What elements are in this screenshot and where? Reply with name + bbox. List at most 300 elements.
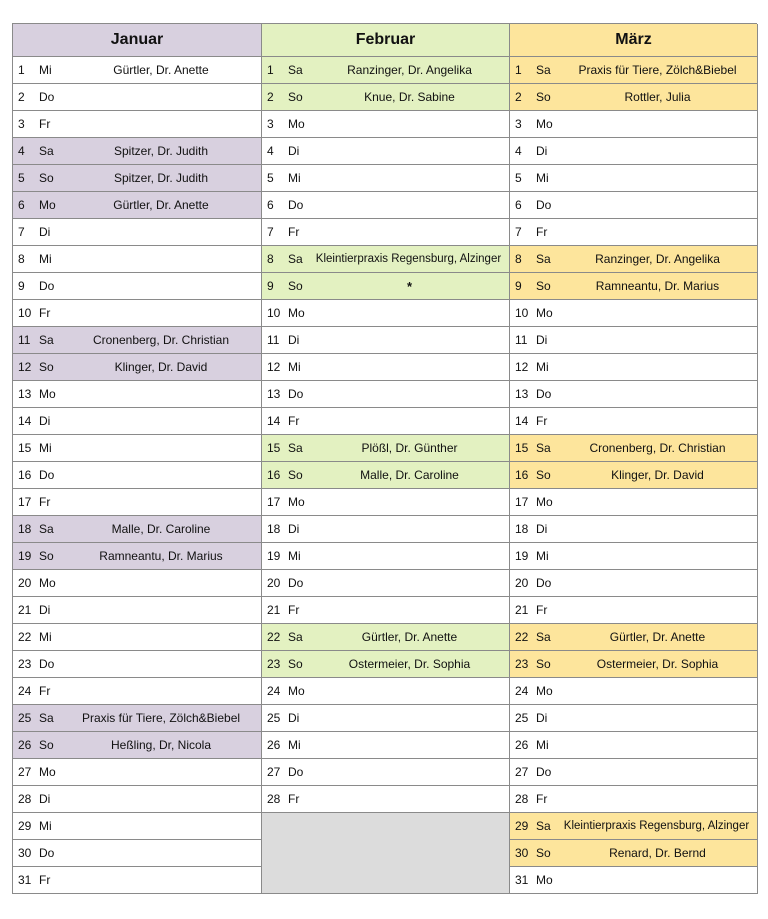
weekday: Mo (288, 117, 305, 131)
weekday: So (39, 171, 54, 185)
on-duty-name: Gürtler, Dr. Anette (609, 630, 706, 644)
weekday: Mi (39, 819, 52, 833)
day-number: 30 (515, 846, 529, 860)
day-row-maerz-11 (510, 327, 758, 354)
day-row-maerz-15 (510, 435, 758, 462)
day-number: 7 (515, 225, 522, 239)
day-number: 22 (18, 630, 32, 644)
day-number: 28 (18, 792, 32, 806)
on-duty-name: Knue, Dr. Sabine (364, 90, 455, 104)
day-row-januar-16 (13, 462, 262, 489)
day-number: 3 (515, 117, 522, 131)
on-duty-name: Ostermeier, Dr. Sophia (348, 657, 471, 671)
weekday: Mo (288, 306, 305, 320)
day-number: 26 (18, 738, 32, 752)
day-number: 12 (515, 360, 529, 374)
day-number: 9 (515, 279, 522, 293)
weekday: Fr (39, 684, 51, 698)
day-number: 3 (267, 117, 274, 131)
day-number: 13 (515, 387, 529, 401)
day-row-januar-27 (13, 759, 262, 786)
weekday: So (536, 846, 551, 860)
weekday: So (288, 657, 303, 671)
day-number: 31 (18, 873, 32, 887)
day-row-maerz-22 (510, 624, 758, 651)
on-duty-name: Heßling, Dr, Nicola (110, 738, 212, 752)
weekday: Fr (536, 414, 548, 428)
weekday: Sa (39, 144, 54, 158)
day-row-maerz-14 (510, 408, 758, 435)
day-number: 1 (515, 63, 522, 77)
weekday: Sa (536, 630, 551, 644)
on-duty-name: Spitzer, Dr. Judith (113, 171, 209, 185)
day-row-maerz-25 (510, 705, 758, 732)
weekday: Mi (288, 738, 301, 752)
day-number: 4 (515, 144, 522, 158)
day-row-februar-6 (262, 192, 510, 219)
day-number: 10 (18, 306, 32, 320)
weekday: Sa (288, 252, 303, 266)
day-row-maerz-7 (510, 219, 758, 246)
day-number: 29 (515, 819, 529, 833)
weekday: Mo (536, 873, 553, 887)
weekday: Sa (39, 333, 54, 347)
day-row-februar-17 (262, 489, 510, 516)
on-duty-name: Gürtler, Dr. Anette (361, 630, 458, 644)
on-duty-name: Gürtler, Dr. Anette (113, 198, 209, 212)
weekday: Sa (536, 252, 551, 266)
on-duty-name: Praxis für Tiere, Zölch&Biebel (578, 63, 737, 77)
day-row-maerz-24 (510, 678, 758, 705)
day-row-januar-31 (13, 867, 262, 894)
day-number: 21 (515, 603, 529, 617)
day-number: 25 (18, 711, 32, 725)
day-number: 11 (267, 333, 280, 347)
weekday: Sa (288, 63, 303, 77)
day-number: 24 (18, 684, 32, 698)
weekday: Do (39, 468, 55, 482)
month-header-februar: Februar (262, 24, 510, 57)
day-row-januar-3 (13, 111, 262, 138)
weekday: Do (288, 387, 304, 401)
weekday: So (536, 90, 551, 104)
on-duty-name: Ramneantu, Dr. Marius (595, 279, 720, 293)
day-row-februar-27 (262, 759, 510, 786)
day-number: 6 (18, 198, 25, 212)
weekday: Do (536, 387, 552, 401)
weekday: Di (288, 144, 300, 158)
day-number: 16 (18, 468, 32, 482)
day-row-februar-23 (262, 651, 510, 678)
day-row-januar-5 (13, 165, 262, 192)
weekday: Di (288, 333, 300, 347)
day-number: 6 (515, 198, 522, 212)
on-duty-name: Klinger, Dr. David (114, 360, 208, 374)
day-row-januar-18 (13, 516, 262, 543)
day-row-februar-12 (262, 354, 510, 381)
day-row-januar-12 (13, 354, 262, 381)
day-row-januar-21 (13, 597, 262, 624)
day-number: 2 (18, 90, 25, 104)
day-row-maerz-3 (510, 111, 758, 138)
day-number: 5 (515, 171, 522, 185)
day-row-januar-29 (13, 813, 262, 840)
weekday: Di (39, 225, 51, 239)
weekday: Do (536, 765, 552, 779)
weekday: So (39, 738, 54, 752)
weekday: Do (288, 576, 304, 590)
day-row-maerz-16 (510, 462, 758, 489)
day-number: 18 (515, 522, 529, 536)
day-row-maerz-21 (510, 597, 758, 624)
weekday: Mi (536, 171, 549, 185)
day-row-januar-8 (13, 246, 262, 273)
day-number: 27 (267, 765, 281, 779)
day-number: 19 (515, 549, 529, 563)
day-row-maerz-27 (510, 759, 758, 786)
weekday: Mo (536, 684, 553, 698)
day-number: 13 (18, 387, 32, 401)
duty-calendar-grid (12, 23, 757, 894)
day-row-februar-9 (262, 273, 510, 300)
day-number: 19 (18, 549, 32, 563)
day-row-maerz-4 (510, 138, 758, 165)
day-number: 9 (18, 279, 25, 293)
day-number: 17 (515, 495, 529, 509)
day-number: 15 (515, 441, 529, 455)
day-row-januar-28 (13, 786, 262, 813)
day-row-maerz-23 (510, 651, 758, 678)
day-row-maerz-13 (510, 381, 758, 408)
weekday: Mi (39, 63, 52, 77)
on-duty-name: Ranzinger, Dr. Angelika (347, 63, 472, 77)
weekday: Fr (536, 603, 548, 617)
weekday: Sa (536, 63, 551, 77)
weekday: Fr (288, 225, 300, 239)
weekday: Sa (536, 441, 551, 455)
weekday: Mi (39, 252, 52, 266)
day-row-maerz-30 (510, 840, 758, 867)
day-row-januar-1 (13, 57, 262, 84)
weekday: So (39, 549, 54, 563)
on-duty-name: Praxis für Tiere, Zölch&Biebel (81, 711, 241, 725)
day-row-maerz-29 (510, 813, 758, 840)
day-number: 23 (515, 657, 529, 671)
weekday: Fr (288, 603, 300, 617)
day-row-januar-26 (13, 732, 262, 759)
day-number: 27 (515, 765, 529, 779)
day-number: 1 (267, 63, 274, 77)
day-row-maerz-1 (510, 57, 758, 84)
weekday: Sa (536, 819, 551, 833)
day-row-januar-13 (13, 381, 262, 408)
weekday: Mi (39, 630, 52, 644)
day-row-februar-20 (262, 570, 510, 597)
day-number: 22 (267, 630, 281, 644)
day-row-januar-25 (13, 705, 262, 732)
day-number: 28 (515, 792, 529, 806)
weekday: Do (39, 279, 55, 293)
day-number: 17 (267, 495, 281, 509)
day-number: 14 (267, 414, 281, 428)
day-number: 1 (18, 63, 25, 77)
on-duty-name: Rottler, Julia (624, 90, 691, 104)
weekday: Fr (39, 117, 51, 131)
day-number: 13 (267, 387, 281, 401)
day-row-januar-19 (13, 543, 262, 570)
weekday: Fr (536, 792, 548, 806)
weekday: Do (288, 765, 304, 779)
day-row-januar-17 (13, 489, 262, 516)
day-number: 20 (18, 576, 32, 590)
day-number: 16 (267, 468, 281, 482)
day-row-januar-11 (13, 327, 262, 354)
weekday: Sa (288, 630, 303, 644)
day-row-februar-15 (262, 435, 510, 462)
day-number: 11 (18, 333, 31, 347)
day-number: 14 (18, 414, 32, 428)
day-row-januar-14 (13, 408, 262, 435)
weekday: Di (288, 522, 300, 536)
weekday: Di (39, 603, 51, 617)
weekday: Do (536, 576, 552, 590)
day-row-januar-4 (13, 138, 262, 165)
weekday: Fr (288, 414, 300, 428)
weekday: Di (536, 711, 548, 725)
day-row-maerz-5 (510, 165, 758, 192)
weekday: Mi (288, 549, 301, 563)
day-row-maerz-10 (510, 300, 758, 327)
weekday: Mi (39, 441, 52, 455)
day-number: 25 (515, 711, 529, 725)
on-duty-name: * (406, 278, 413, 294)
day-row-februar-7 (262, 219, 510, 246)
weekday: Di (39, 792, 51, 806)
weekday: Fr (288, 792, 300, 806)
day-number: 8 (267, 252, 274, 266)
day-row-februar-3 (262, 111, 510, 138)
day-row-februar-28 (262, 786, 510, 813)
day-row-februar-2 (262, 84, 510, 111)
day-row-maerz-2 (510, 84, 758, 111)
weekday: Mi (536, 549, 549, 563)
day-number: 15 (18, 441, 32, 455)
day-row-maerz-19 (510, 543, 758, 570)
day-number: 18 (267, 522, 281, 536)
weekday: Di (288, 711, 300, 725)
month-header-maerz: März (510, 24, 758, 57)
day-row-maerz-8 (510, 246, 758, 273)
weekday: Do (536, 198, 552, 212)
day-number: 27 (18, 765, 32, 779)
weekday: Mo (536, 117, 553, 131)
on-duty-name: Ramneantu, Dr. Marius (99, 549, 223, 563)
weekday: Mo (39, 765, 56, 779)
on-duty-name: Malle, Dr. Caroline (111, 522, 211, 536)
day-number: 10 (515, 306, 529, 320)
on-duty-name: Klinger, Dr. David (611, 468, 704, 482)
day-row-februar-21 (262, 597, 510, 624)
weekday: Di (536, 522, 548, 536)
day-number: 2 (267, 90, 274, 104)
day-number: 7 (18, 225, 25, 239)
on-duty-name: Ostermeier, Dr. Sophia (596, 657, 719, 671)
day-row-maerz-17 (510, 489, 758, 516)
day-number: 4 (267, 144, 274, 158)
weekday: Mi (536, 360, 549, 374)
day-row-februar-22 (262, 624, 510, 651)
day-number: 24 (267, 684, 281, 698)
day-number: 31 (515, 873, 529, 887)
day-number: 28 (267, 792, 281, 806)
day-row-februar-24 (262, 678, 510, 705)
weekday: Di (536, 333, 548, 347)
day-row-januar-20 (13, 570, 262, 597)
day-number: 19 (267, 549, 281, 563)
on-duty-name: Malle, Dr. Caroline (360, 468, 459, 482)
day-row-februar-19 (262, 543, 510, 570)
day-row-februar-18 (262, 516, 510, 543)
day-number: 21 (18, 603, 32, 617)
weekday: Mi (288, 171, 301, 185)
on-duty-name: Plößl, Dr. Günther (361, 441, 458, 455)
weekday: Di (536, 144, 548, 158)
weekday: Mo (39, 387, 56, 401)
day-number: 30 (18, 846, 32, 860)
day-row-januar-10 (13, 300, 262, 327)
weekday: Fr (39, 495, 51, 509)
day-number: 21 (267, 603, 281, 617)
weekday: Mo (536, 495, 553, 509)
day-row-maerz-9 (510, 273, 758, 300)
day-row-maerz-28 (510, 786, 758, 813)
on-duty-name: Renard, Dr. Bernd (609, 846, 706, 860)
weekday: Mo (536, 306, 553, 320)
day-number: 8 (18, 252, 25, 266)
day-number: 24 (515, 684, 529, 698)
day-row-maerz-26 (510, 732, 758, 759)
empty-days-filler (262, 813, 510, 894)
day-number: 12 (267, 360, 281, 374)
day-row-maerz-12 (510, 354, 758, 381)
on-duty-name: Spitzer, Dr. Judith (113, 144, 209, 158)
day-row-januar-2 (13, 84, 262, 111)
day-number: 26 (267, 738, 281, 752)
on-duty-name: Cronenberg, Dr. Christian (92, 333, 230, 347)
day-row-januar-30 (13, 840, 262, 867)
day-row-januar-9 (13, 273, 262, 300)
weekday: So (536, 657, 551, 671)
weekday: Mo (288, 684, 305, 698)
weekday: Di (39, 414, 51, 428)
weekday: So (39, 360, 54, 374)
day-row-februar-4 (262, 138, 510, 165)
day-number: 22 (515, 630, 529, 644)
on-duty-name: Ranzinger, Dr. Angelika (595, 252, 720, 266)
day-row-februar-16 (262, 462, 510, 489)
weekday: Fr (536, 225, 548, 239)
day-number: 10 (267, 306, 281, 320)
weekday: Mo (39, 576, 56, 590)
weekday: So (288, 279, 303, 293)
day-number: 4 (18, 144, 25, 158)
day-number: 29 (18, 819, 32, 833)
day-row-februar-13 (262, 381, 510, 408)
day-row-februar-10 (262, 300, 510, 327)
day-row-februar-25 (262, 705, 510, 732)
day-number: 25 (267, 711, 281, 725)
day-row-januar-24 (13, 678, 262, 705)
day-row-januar-6 (13, 192, 262, 219)
weekday: Fr (39, 306, 51, 320)
weekday: So (288, 468, 303, 482)
weekday: Do (288, 198, 304, 212)
day-number: 17 (18, 495, 32, 509)
day-number: 18 (18, 522, 32, 536)
day-row-januar-15 (13, 435, 262, 462)
day-row-maerz-31 (510, 867, 758, 894)
day-row-januar-23 (13, 651, 262, 678)
month-header-januar: Januar (13, 24, 262, 57)
on-duty-name: Gürtler, Dr. Anette (113, 63, 209, 77)
on-duty-name: Kleintierpraxis Regensburg, Alzinger (563, 820, 750, 832)
day-number: 20 (267, 576, 281, 590)
day-number: 7 (267, 225, 274, 239)
day-number: 20 (515, 576, 529, 590)
weekday: Do (39, 657, 55, 671)
day-number: 5 (267, 171, 274, 185)
day-row-januar-7 (13, 219, 262, 246)
weekday: Mo (288, 495, 305, 509)
weekday: Sa (39, 711, 54, 725)
weekday: So (536, 279, 551, 293)
day-number: 2 (515, 90, 522, 104)
day-number: 3 (18, 117, 25, 131)
day-number: 23 (18, 657, 32, 671)
weekday: Sa (39, 522, 54, 536)
day-number: 16 (515, 468, 529, 482)
day-row-februar-14 (262, 408, 510, 435)
day-number: 26 (515, 738, 529, 752)
day-number: 8 (515, 252, 522, 266)
day-row-februar-11 (262, 327, 510, 354)
day-number: 11 (515, 333, 528, 347)
weekday: Sa (288, 441, 303, 455)
on-duty-name: Cronenberg, Dr. Christian (589, 441, 726, 455)
weekday: Mi (536, 738, 549, 752)
day-number: 23 (267, 657, 281, 671)
day-number: 6 (267, 198, 274, 212)
weekday: Mo (39, 198, 56, 212)
day-row-maerz-18 (510, 516, 758, 543)
day-row-februar-8 (262, 246, 510, 273)
weekday: Mi (288, 360, 301, 374)
day-row-maerz-6 (510, 192, 758, 219)
day-number: 12 (18, 360, 32, 374)
day-number: 14 (515, 414, 529, 428)
day-number: 15 (267, 441, 281, 455)
day-row-februar-1 (262, 57, 510, 84)
day-number: 9 (267, 279, 274, 293)
weekday: So (288, 90, 303, 104)
day-row-maerz-20 (510, 570, 758, 597)
day-row-februar-26 (262, 732, 510, 759)
weekday: Fr (39, 873, 51, 887)
weekday: Do (39, 846, 55, 860)
day-row-januar-22 (13, 624, 262, 651)
weekday: Do (39, 90, 55, 104)
weekday: So (536, 468, 551, 482)
